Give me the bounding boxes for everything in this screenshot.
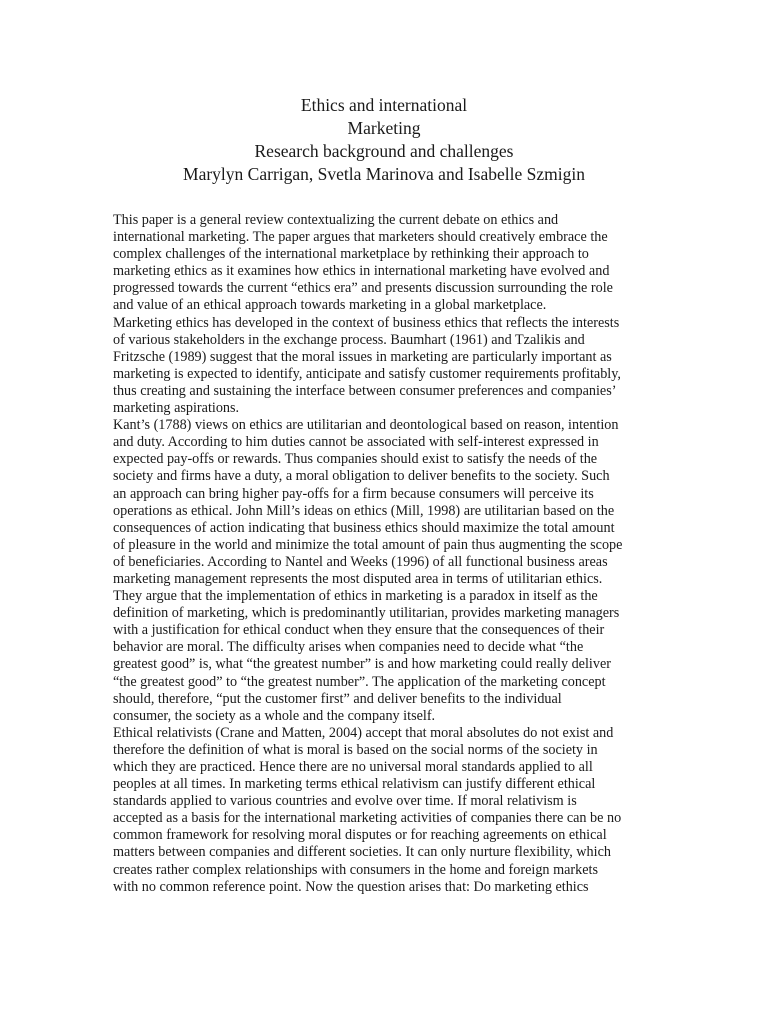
- body-text-line: definition of marketing, which is predominantly utilitarian, provides marketing managers: [113, 605, 620, 622]
- body-text-line: marketing aspirations.: [113, 400, 240, 417]
- body-text-line: with no common reference point. Now the question arises that: Do marketing ethics: [113, 878, 589, 895]
- body-text-line: common framework for resolving moral disputes or for reaching agreements on ethical: [113, 827, 607, 844]
- document-title: [0, 94, 768, 186]
- body-text-line: of various stakeholders in the exchange process. Baumhart (1961) and Tzalikis and: [113, 331, 585, 348]
- body-text-line: which they are practiced. Hence there are no universal moral standards applied to all: [113, 759, 593, 775]
- document-body: [113, 212, 658, 896]
- body-text-line: of beneficiaries. According to Nantel and Weeks (1996) of all functional business areas: [113, 553, 608, 570]
- body-text-line: thus creating and sustaining the interface between consumer preferences and companies’: [113, 382, 617, 399]
- body-text-line: Marketing ethics has developed in the context of business ethics that reflects the interests: [113, 314, 620, 331]
- authors-line: Marylyn Carrigan, Svetla Marinova and Isabelle Szmigin: [183, 164, 585, 184]
- body-text-line: creates rather complex relationships with consumers in the home and foreign markets: [113, 861, 598, 878]
- body-text-line: should, therefore, “put the customer first” and deliver benefits to the individual: [113, 690, 562, 707]
- body-text-line: peoples at all times. In marketing terms ethical relativism can justify different ethical: [113, 776, 596, 793]
- body-text-line: “the greatest good” to “the greatest number”. The application of the marketing concept: [113, 673, 606, 690]
- body-text-line: of pleasure in the world and minimize the total amount of pain thus augmenting the scope: [113, 536, 623, 553]
- body-text-line: expected pay-offs or rewards. Thus companies should exist to satisfy the needs of the: [113, 451, 598, 468]
- title-line: Ethics and international: [300, 95, 468, 115]
- body-text-line: therefore the definition of what is moral is based on the social norms of the society in: [113, 741, 598, 758]
- body-text-line: marketing is expected to identify, anticipate and satisfy customer requirements profitably,: [113, 365, 621, 382]
- body-text-line: Ethical relativists (Crane and Matten, 2004) accept that moral absolutes do not exist and: [113, 724, 614, 741]
- body-text-line: international marketing. The paper argues that marketers should creatively embrace the: [113, 229, 608, 246]
- subtitle-line: Research background and challenges: [254, 141, 514, 161]
- body-text-line: They argue that the implementation of ethics in marketing is a paradox in itself as the: [113, 588, 598, 605]
- body-text-line: Fritzsche (1989) suggest that the moral issues in marketing are particularly important as: [113, 348, 612, 365]
- body-text-line: consumer, the society as a whole and the company itself.: [113, 707, 436, 724]
- body-text-line: with a justification for ethical conduct when they ensure that the consequences of their: [113, 622, 605, 639]
- body-text-line: consequences of action indicating that business ethics should maximize the total amount: [113, 519, 615, 536]
- body-text-line: marketing ethics as it examines how ethics in international marketing have evolved and: [113, 263, 610, 280]
- body-text-line: matters between companies and different societies. It can only nurture flexibility, which: [113, 844, 611, 861]
- body-text-line: and duty. According to him duties cannot be associated with self-interest expressed in: [113, 434, 599, 451]
- body-text-line: behavior are moral. The difficulty arises when companies need to decide what “the: [113, 639, 584, 656]
- body-text-line: Kant’s (1788) views on ethics are utilitarian and deontological based on reason, intention: [113, 417, 619, 434]
- body-text-line: marketing management represents the most disputed area in terms of utilitarian ethics.: [113, 570, 603, 587]
- body-text-line: complex challenges of the international marketplace by rethinking their approach to: [113, 246, 589, 263]
- body-text-line: accepted as a basis for the international marketing activities of companies there can be no: [113, 810, 622, 827]
- body-text-line: an approach can bring higher pay-offs for a firm because consumers will perceive its: [113, 485, 594, 502]
- body-text-line: society and firms have a duty, a moral obligation to deliver benefits to the society. Such: [113, 468, 610, 485]
- body-text-line: operations as ethical. John Mill’s ideas on ethics (Mill, 1998) are utilitarian based on the: [113, 502, 615, 519]
- body-text-line: greatest good” is, what “the greatest number” is and how marketing could really deliver: [113, 656, 611, 673]
- body-text-line: progressed towards the current “ethics era” and presents discussion surrounding the role: [113, 280, 613, 297]
- title-line: Marketing: [347, 118, 421, 138]
- body-text-line: This paper is a general review contextualizing the current debate on ethics and: [113, 212, 559, 228]
- body-text-line: and value of an ethical approach towards marketing in a global marketplace.: [113, 297, 547, 314]
- body-text-line: standards applied to various countries and evolve over time. If moral relativism is: [113, 793, 577, 810]
